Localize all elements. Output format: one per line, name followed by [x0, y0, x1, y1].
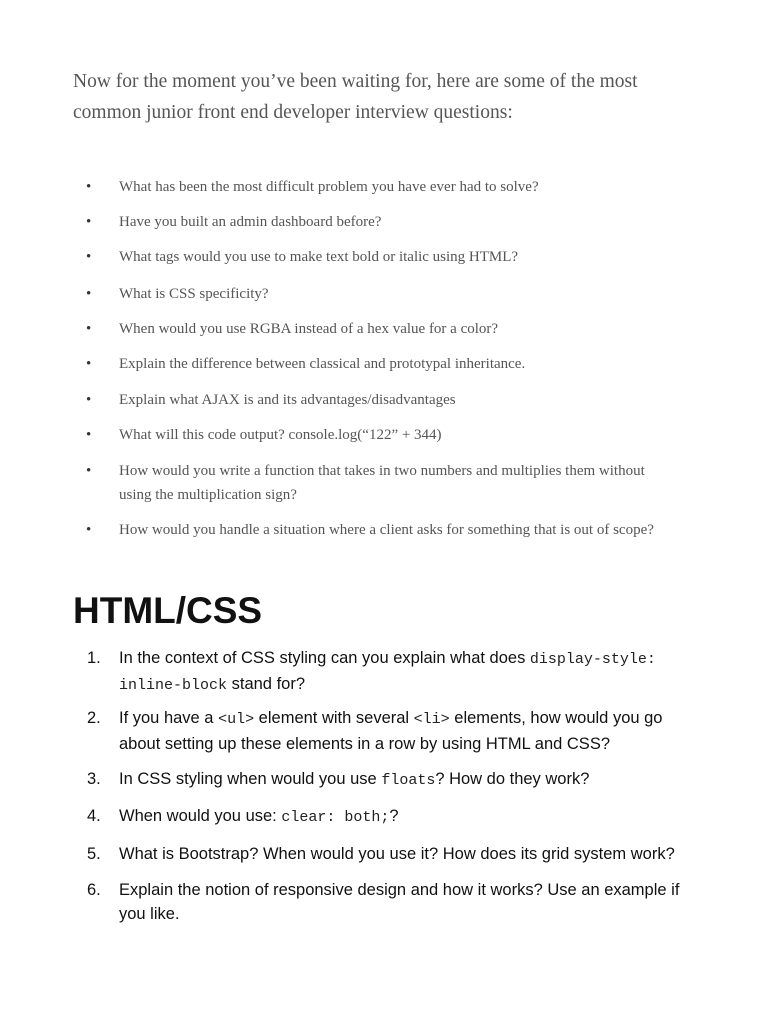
bullet-item	[86, 175, 666, 199]
question-text-segment: In CSS styling when would you use	[119, 770, 382, 788]
bullet-marker: •	[86, 179, 92, 195]
numbered-item	[73, 646, 683, 698]
bullet-item	[86, 459, 666, 507]
bullet-text: What has been the most difficult problem you have ever had to solve?	[119, 179, 539, 195]
bullet-text: How would you write a function that takes in two numbers and multiplies them without using the multiplication sign?	[119, 463, 645, 503]
bullet-item	[86, 282, 666, 306]
question-text	[119, 706, 683, 756]
question-text-segment: In the context of CSS styling can you explain what does	[119, 649, 530, 667]
inline-code: clear: both;	[281, 809, 390, 826]
item-number: 6.	[87, 881, 101, 899]
bullet-item	[86, 518, 666, 542]
bullet-item	[86, 245, 666, 269]
bullet-item	[86, 210, 666, 234]
bullet-item	[86, 388, 666, 412]
inline-code: floats	[381, 772, 436, 789]
question-text	[119, 767, 683, 793]
bullet-marker: •	[86, 463, 92, 479]
section-heading: HTML/CSS	[73, 590, 263, 631]
question-text-segment: When would you use:	[119, 807, 282, 825]
numbered-item	[73, 804, 683, 830]
bullet-text: What is CSS specificity?	[119, 286, 269, 302]
question-text-segment: If you have a	[119, 709, 219, 727]
question-text	[119, 646, 683, 698]
bullet-marker: •	[86, 522, 92, 538]
bullet-text: Explain the difference between classical and prototypal inheritance.	[119, 356, 526, 372]
item-number: 1.	[87, 649, 101, 667]
numbered-item	[73, 842, 683, 866]
question-text-segment: elements, how would you go about setting up these elements in a row by using HTML and CSS?	[119, 709, 663, 753]
numbered-item	[73, 767, 683, 793]
question-text-segment: stand for?	[227, 675, 305, 693]
bullet-marker: •	[86, 321, 92, 337]
bullet-text: Have you built an admin dashboard before?	[119, 214, 382, 230]
question-text	[119, 842, 683, 866]
bullet-item	[86, 352, 666, 376]
item-number: 2.	[87, 709, 101, 727]
numbered-item	[73, 878, 683, 926]
bullet-marker: •	[86, 356, 92, 372]
item-number: 4.	[87, 807, 101, 825]
bullet-text: What will this code output? console.log(“122” + 344)	[119, 427, 442, 443]
question-text-segment: element with several	[254, 709, 414, 727]
bullet-marker: •	[86, 427, 92, 443]
bullet-marker: •	[86, 286, 92, 302]
inline-code: <li>	[413, 711, 450, 728]
bullet-marker: •	[86, 392, 92, 408]
bullet-item	[86, 317, 666, 341]
bullet-marker: •	[86, 214, 92, 230]
inline-code: <ul>	[218, 711, 255, 728]
bullet-marker: •	[86, 249, 92, 265]
numbered-item	[73, 706, 683, 756]
bullet-text: What tags would you use to make text bold or italic using HTML?	[119, 249, 519, 265]
bullet-item	[86, 423, 666, 447]
intro-paragraph: Now for the moment you’ve been waiting for, here are some of the most common junior front end developer interview questions:	[73, 71, 638, 123]
question-text	[119, 804, 683, 830]
item-number: 3.	[87, 770, 101, 788]
question-text-segment: What is Bootstrap? When would you use it? How does its grid system work?	[119, 845, 675, 863]
question-text-segment: ? How do they work?	[435, 770, 590, 788]
question-text-segment: Explain the notion of responsive design and how it works? Use an example if you like.	[119, 881, 680, 923]
bullet-text: When would you use RGBA instead of a hex value for a color?	[119, 321, 499, 337]
item-number: 5.	[87, 845, 101, 863]
question-text-segment: ?	[389, 807, 399, 825]
question-text	[119, 878, 683, 926]
inline-code: display-style: inline-block	[119, 651, 656, 694]
bullet-text: Explain what AJAX is and its advantages/disadvantages	[119, 392, 456, 408]
bullet-text: How would you handle a situation where a client asks for something that is out of scope?	[119, 522, 654, 538]
